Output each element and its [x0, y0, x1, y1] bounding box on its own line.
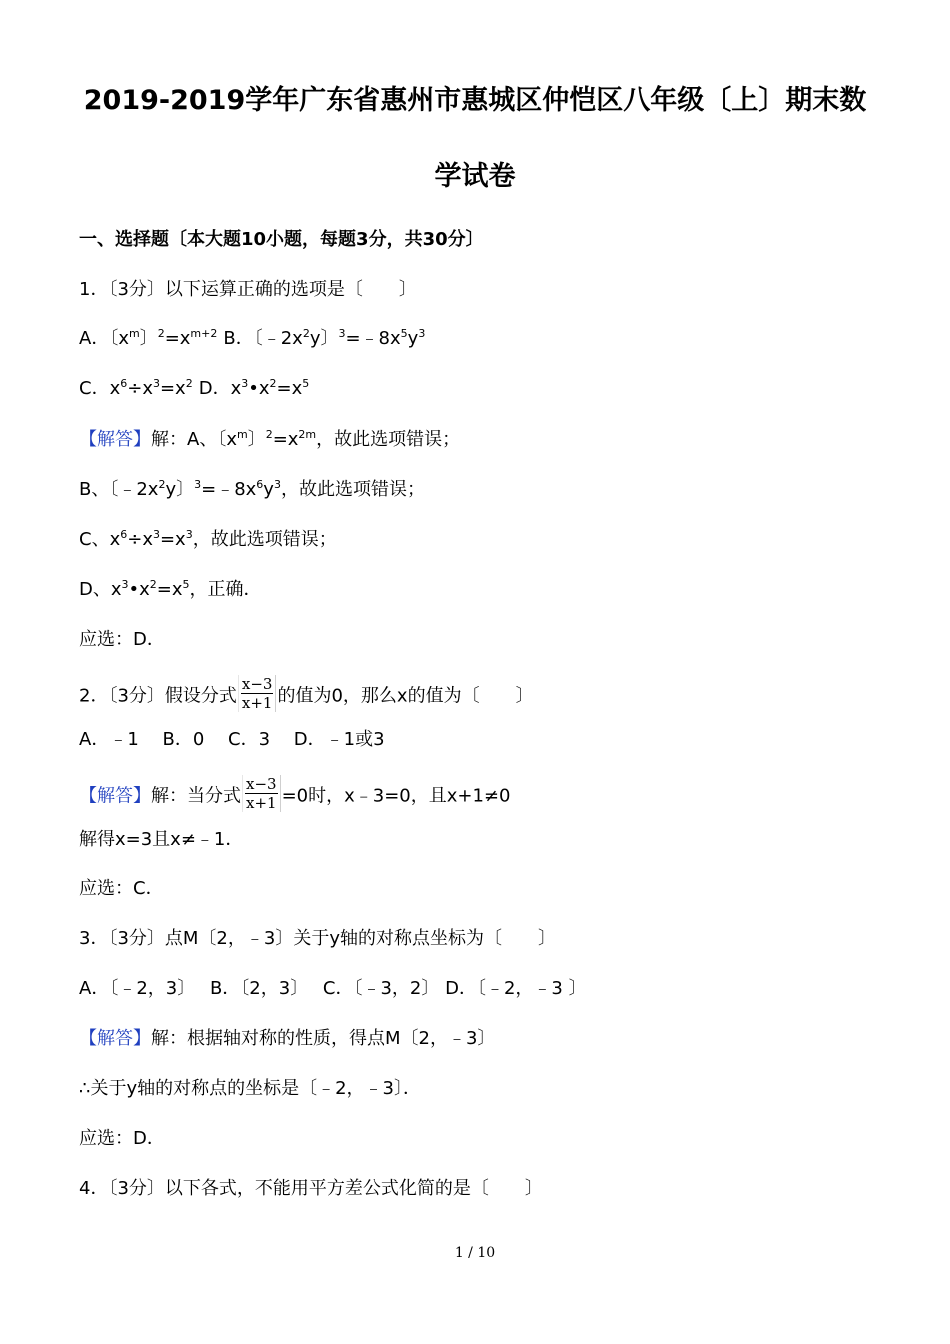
- fraction-image: $\frac{x-3}{x+1}$: [242, 775, 281, 812]
- q3-solution: 【解答】解：根据轴对称的性质，得点M〔2，﹣3〕: [79, 1028, 496, 1049]
- answer-tag: 【解答】: [79, 1028, 151, 1049]
- fraction-image: $\frac{x-3}{x+1}$: [238, 675, 277, 712]
- page-number: 1 / 10: [454, 1245, 496, 1261]
- page-title-line2: 学试卷: [434, 161, 516, 192]
- q3-options: A．〔﹣2，3〕 B．〔2，3〕 C．〔﹣3，2〕 D．〔﹣2，﹣3 〕: [79, 978, 587, 999]
- q1-stem: 1．〔3分〕以下运算正确的选项是〔 〕: [79, 279, 417, 300]
- q3-stem: 3．〔3分〕点M〔2，﹣3〕关于y轴的对称点坐标为〔 〕: [79, 928, 556, 949]
- q1-options-cd: C．$x^6\div x^3=x^2$ D．$x^3•x^2=x^5$: [79, 377, 310, 399]
- q2-options: A．﹣1 B．0 C．3 D．﹣1或3: [79, 729, 385, 750]
- q1-solution-c: C、$x^6\div x^3=x^3$，故此选项错误；: [79, 528, 337, 550]
- q2-solution: 【解答】解：当分式 $\frac{x-3}{x+1}$ =0时，x﹣3=0，且x+1≠0: [79, 775, 511, 812]
- q2-stem: 2．〔3分〕假设分式 $\frac{x-3}{x+1}$ 的值为0，那么x的值为〔 〕: [79, 675, 534, 712]
- q2-solution-line2: 解得x=3且x≠﹣1．: [79, 829, 244, 850]
- q1-choice: 应选：D．: [79, 629, 165, 650]
- section-heading: 一、选择题〔本大题10小题，每题3分，共30分〕: [79, 229, 484, 250]
- q4-stem: 4．〔3分〕以下各式，不能用平方差公式化简的是〔 〕: [79, 1178, 543, 1199]
- q1-solution-b: B、〔$﹣2x^2y$〕$^3=﹣8x^6y^3$，故此选项错误；: [79, 478, 425, 500]
- answer-tag: 【解答】: [79, 429, 151, 450]
- answer-tag: 【解答】: [79, 785, 151, 807]
- q1-options-ab: A．〔$x^m$〕$^2=x^{m+2}$ B．〔$﹣2x^2y$〕$^3=﹣8x^5y^3$: [79, 327, 426, 349]
- q3-choice: 应选：D．: [79, 1128, 165, 1149]
- q1-solution-d: D、$x^3•x^2=x^5$，正确．: [79, 578, 262, 600]
- q3-solution-line2: ∴关于y轴的对称点的坐标是〔﹣2，﹣3〕．: [79, 1078, 422, 1099]
- q2-choice: 应选：C．: [79, 878, 164, 899]
- page-title-line1: 2019-2019学年广东省惠州市惠城区仲恺区八年级〔上〕期末数: [83, 85, 867, 116]
- q1-solution-a: 【解答】解：A、〔$x^m$〕$^2=x^{2m}$，故此选项错误；: [79, 428, 461, 450]
